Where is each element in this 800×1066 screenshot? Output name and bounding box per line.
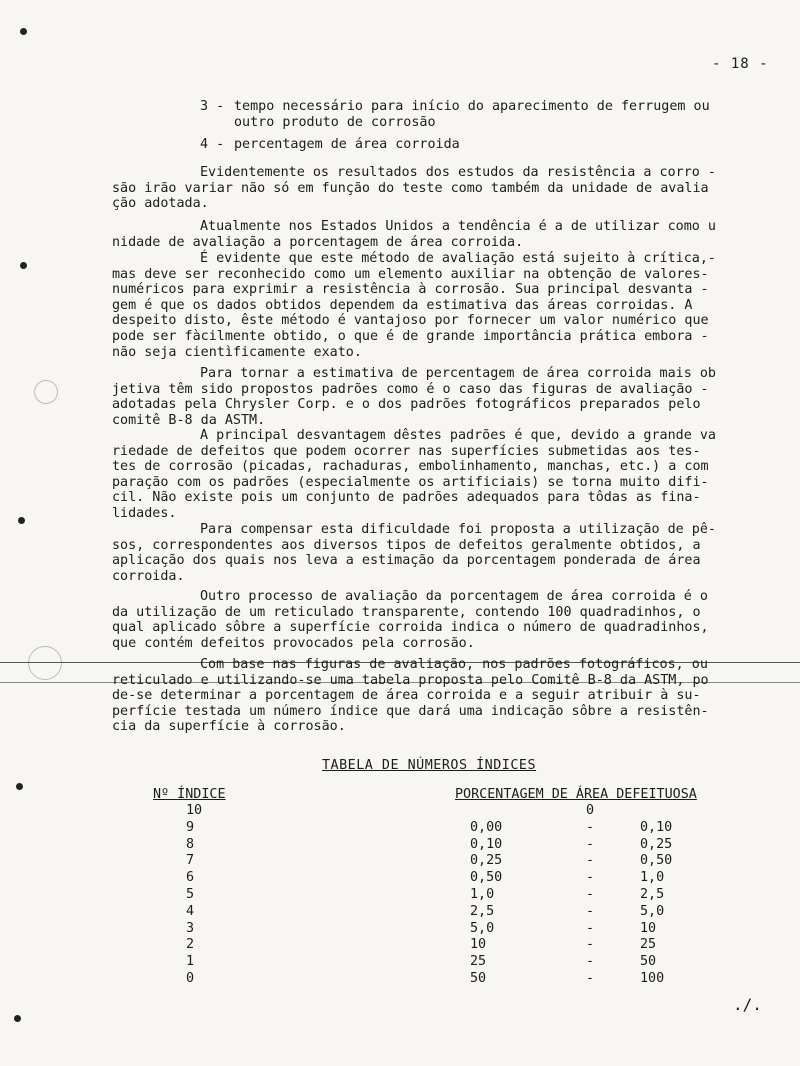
list-text: tempo necessário para início do aparecimento de ferrugem ou [234,99,710,114]
row-to: 100 [640,971,665,986]
row-to: 50 [640,954,657,970]
row-index: 7 [186,853,195,869]
row-from: 0,10 [470,836,503,852]
row-to: 0,25 [640,836,673,852]
list-item [200,137,766,153]
paragraph [112,522,764,584]
row-from: 0,50 [470,870,503,886]
page-number: - 18 - [712,56,769,72]
row-to: 1,0 [640,870,665,886]
row-dash: - [586,903,595,919]
row-index: 6 [186,870,195,886]
row-dash: - [586,887,595,902]
row-index: 10 [186,803,203,818]
row-index: 0 [186,971,195,986]
list-number: 4 - [200,137,225,152]
row-to: 0 [586,803,595,818]
text-line: qual aplicado sôbre a superfície corroida indica o número de quadradinhos, [112,620,709,636]
text-line: nidade de avaliação a porcentagem de área corroida. [112,234,524,250]
text-line: reticulado e utilizando-se uma tabela proposta pelo Comitê B-8 da ASTM, po [112,672,709,688]
row-dash: - [586,836,595,852]
row-dash: - [586,870,595,886]
row-to: 10 [640,920,657,936]
scan-mark [18,517,25,524]
row-index: 9 [186,819,195,835]
text-line: da utilização de um reticulado transparente, contendo 100 quadradinhos, o [112,604,701,620]
text-line: sos, correspondentes aos diversos tipos de defeitos geralmente obtidos, a [112,537,701,553]
row-from: 10 [470,937,487,953]
text-line: jetiva têm sido propostos padrões como é o caso das figuras de avaliação - [112,381,709,397]
row-dash: - [586,853,595,869]
column-header-index: Nº ÍNDICE [153,787,226,802]
text-line: adotadas pela Chrysler Corp. e o dos padrões fotográficos preparados pelo [112,397,701,413]
row-index: 3 [186,920,195,936]
text-line: riedade de defeitos que podem ocorrer nas superfícies submetidas aos tes- [112,443,701,459]
row-from: 25 [470,954,487,970]
text-line: paração com os padrões (especialmente os artificiais) se torna muito difi- [112,474,709,490]
row-to: 0,10 [640,819,673,835]
row-index: 4 [186,903,195,919]
row-to: 25 [640,937,657,953]
text-line: lidades. [112,505,177,521]
continuation-mark: ./. [733,995,762,1014]
paragraph [112,165,764,212]
table-title: TABELA DE NÚMEROS ÍNDICES [322,758,537,773]
text-line: aplicação dos quais nos leva a estimação da porcentagem ponderada de área [112,553,701,569]
text-line: corroida. [112,568,185,584]
text-line: Outro processo de avaliação da porcentagem de área corroida é o [200,589,708,604]
paragraph [112,251,764,360]
row-index: 2 [186,937,195,953]
text-line: que contém defeitos provocados pela corrosão. [112,635,475,651]
row-to: 2,5 [640,887,665,902]
paragraph [112,428,764,522]
row-from: 0,00 [470,819,503,835]
text-line: Evidentemente os resultados dos estudos da resistência a corro - [200,165,716,180]
scan-mark [14,1015,21,1022]
text-line: comitê B-8 da ASTM. [112,412,266,428]
row-from: 5,0 [470,920,495,936]
row-from: 2,5 [470,903,495,919]
paragraph [112,657,764,735]
scan-blot [28,646,62,680]
row-to: 5,0 [640,903,665,919]
row-dash: - [586,937,595,953]
column-header-percentage: PORCENTAGEM DE ÁREA DEFEITUOSA [455,787,697,802]
text-line: pode ser fàcilmente obtido, o que é de grande importância prática embora - [112,328,709,344]
text-line: tes de corrosão (picadas, rachaduras, embolinhamento, manchas, etc.) a com [112,459,709,475]
row-index: 5 [186,887,195,902]
scan-mark [20,262,27,269]
text-line: Atualmente nos Estados Unidos a tendência é a de utilizar como u [200,219,716,234]
text-line: despeito disto, êste método é vantajoso por fornecer um valor numérico que [112,313,709,329]
text-line: cil. Não existe pois um conjunto de padrões adequados para tôdas as fina- [112,490,701,506]
row-dash: - [586,819,595,835]
row-index: 8 [186,836,195,852]
scan-mark [16,783,23,790]
text-line: são irão variar não só em função do teste como também da unidade de avalia [112,180,709,196]
text-line: mas deve ser reconhecido como um elemento auxiliar na obtenção de valores- [112,266,709,282]
text-line: gem é que os dados obtidos dependem da estimativa das áreas corroidas. A [112,297,693,313]
paragraph [112,366,764,428]
list-number: 3 - [200,99,225,114]
scan-blot [34,380,58,404]
text-line: numéricos para exprimir a resistência à corrosão. Sua principal desvanta - [112,282,709,298]
text-line: Para compensar esta dificuldade foi proposta a utilização de pê- [200,522,716,537]
row-from: 50 [470,971,487,986]
text-line: de-se determinar a porcentagem de área corroida e a seguir atribuir à su- [112,688,701,704]
list-text: outro produto de corrosão [234,114,436,130]
paragraph [112,589,764,651]
row-index: 1 [186,954,195,970]
paragraph [112,219,764,250]
scan-mark [20,28,27,35]
text-line: cia da superfície à corrosão. [112,719,346,735]
text-line: não seja cientìficamente exato. [112,344,362,360]
row-dash: - [586,971,595,986]
text-line: ção adotada. [112,196,209,212]
list-text: percentagem de área corroida [234,137,460,152]
row-dash: - [586,920,595,936]
text-line: Com base nas figuras de avaliação, nos padrões fotográficos, ou [200,657,708,672]
text-line: É evidente que este método de avaliação está sujeito à crítica,- [200,251,716,266]
text-line: perfície testada um número índice que dará uma indicação sôbre a resistên- [112,703,709,719]
row-to: 0,50 [640,853,673,869]
text-line: Para tornar a estimativa de percentagem de área corroida mais ob [200,366,716,381]
row-dash: - [586,954,595,970]
text-line: A principal desvantagem dêstes padrões é que, devido a grande va [200,428,716,443]
list-item [200,99,766,130]
row-from: 1,0 [470,887,495,902]
row-from: 0,25 [470,853,503,869]
